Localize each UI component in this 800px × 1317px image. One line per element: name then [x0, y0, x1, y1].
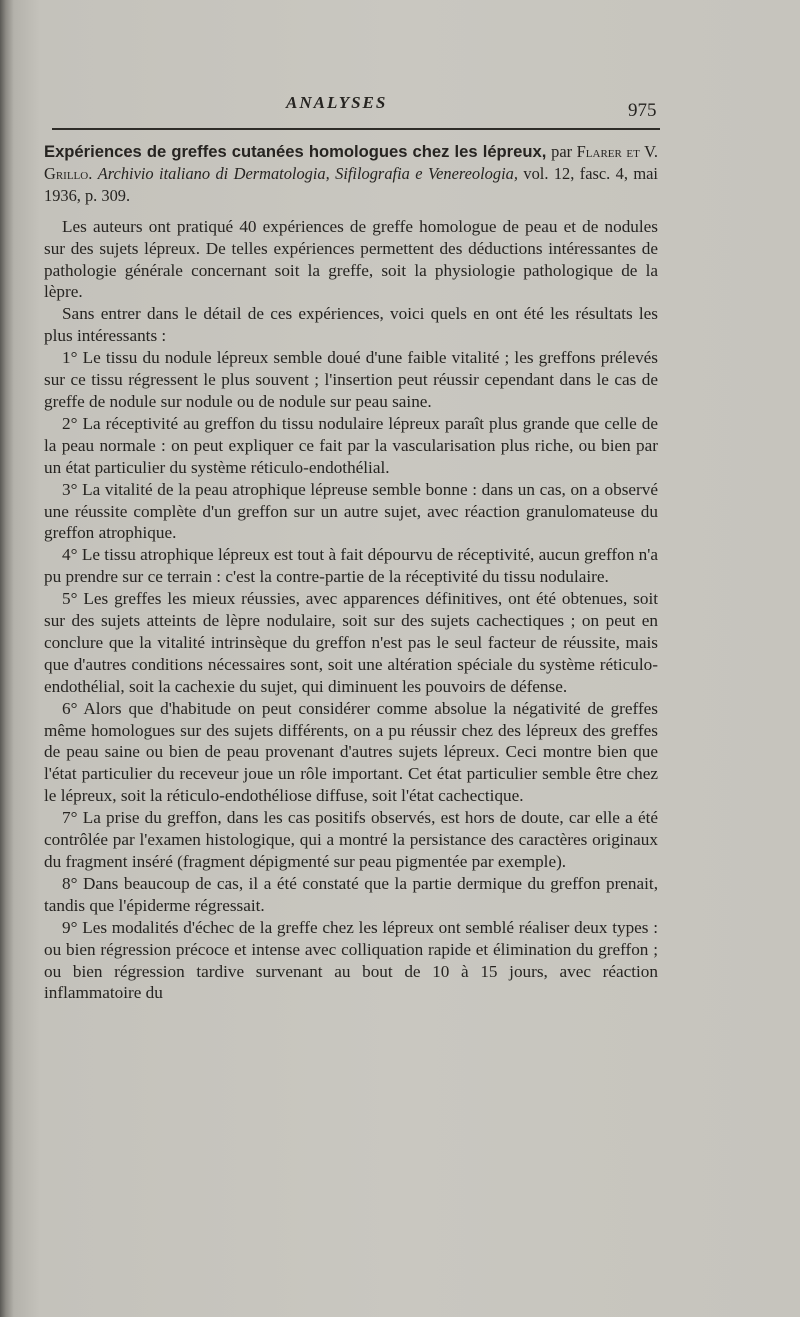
numbered-paragraph	[44, 807, 658, 873]
numbered-paragraph	[44, 588, 658, 698]
paragraph-text: La prise du greffon, dans les cas positifs observés, est hors de doute, car elle a été contrôlée par l'examen histologique, qui a montré la persistance des caractères originaux du fragment inséré (fragment dépigmenté sur peau pigmentée par exemple).	[44, 808, 659, 871]
numbered-paragraph	[44, 917, 658, 1005]
numbered-paragraph	[44, 347, 658, 413]
paragraph-number: 7°	[62, 808, 78, 828]
paragraph-number: 3°	[62, 479, 78, 499]
intro-paragraph: Les auteurs ont pratiqué 40 expériences de greffe homologue de peau et de nodules sur des sujets lépreux. De telles expériences permettent des déductions intéressantes de pathologie générale concernant soit la greffe, soit la physiologie pathologique de la lèpre.	[44, 216, 658, 302]
paragraph-text: Le tissu atrophique lépreux est tout à fait dépourvu de réceptivité, aucun greffon n'a pu prendre sur ce terrain : c'est la contre-partie de la réceptivité du tissu nodulaire.	[44, 545, 659, 587]
byline-by: par	[551, 142, 573, 161]
article-journal: Archivio italiano di Dermatologia, Sifilografia e Venereologia,	[97, 163, 518, 183]
paragraph-text: Alors que d'habitude on peut considérer comme absolue la négativité de greffes même homologues sur des sujets différents, on a pu réussir chez des lépreux des greffes de peau saine ou bien de peau provenant d'autres sujets lépreux. Ceci montre bien que l'état particulier du receveur joue un rôle important. Cet état particulier semble être chez le lépreux, soit la réticulo-endothéliose diffuse, soit l'état cachectique.	[44, 698, 658, 806]
page-number: 975	[628, 100, 657, 121]
paragraph-text: Les modalités d'échec de la greffe chez les lépreux ont semblé réaliser deux types : ou bien régression précoce et intense avec colliquation rapide et élimination du greffon ; ou bien régression tardive survenant au bout de 10 à 15 jours, avec réaction inflammatoire du	[44, 917, 658, 1003]
paragraph-text: Les greffes les mieux réussies, avec apparences définitives, ont été obtenues, soit sur des sujets atteints de lèpre nodulaire, soit sur des sujets cachectiques ; on peut en conclure que la vitalité intrinsèque du greffon n'est pas le seul facteur de réussite, mais que d'autres conditions nécessaires sont, soit une altération spéciale du système réticulo-endothélial, soit la cachexie du sujet, qui diminuent les pouvoirs de défense.	[44, 589, 658, 696]
paragraph-number: 5°	[62, 589, 78, 609]
paragraph-text: La vitalité de la peau atrophique lépreuse semble bonne : dans un cas, on a observé une réussite complète d'un greffon sur un autre sujet, avec réaction granulomateuse du greffon atrophique.	[44, 479, 658, 543]
numbered-paragraph	[44, 873, 658, 917]
numbered-paragraph	[44, 698, 658, 808]
numbered-paragraph	[44, 544, 658, 588]
paragraph-text: Dans beaucoup de cas, il a été constaté que la partie dermique du greffon prenait, tandis que l'épiderme régressait.	[44, 873, 658, 915]
paragraph-number: 2°	[62, 413, 78, 433]
paragraph-text: La réceptivité au greffon du tissu nodulaire lépreux paraît plus grande que celle de la peau normale : on peut expliquer ce fait par la vascularisation plus riche, ou bien par un état particulier du système réticulo-endothélial.	[44, 413, 658, 477]
numbered-paragraph	[44, 479, 658, 545]
paragraph-text: Le tissu du nodule lépreux semble doué d'une faible vitalité ; les greffons prélevés sur ce tissu régressent le plus souvent ; l'insertion peut réussir cependant dans le cas de greffe de nodule sur nodule ou de nodule sur peau saine.	[44, 348, 658, 411]
article-heading	[44, 141, 658, 207]
article-body	[44, 141, 658, 1004]
article-details: vol. 12, fasc. 4, mai 1936, p. 309.	[44, 163, 658, 205]
paragraph-number: 9°	[62, 917, 78, 937]
article-authors: Flarer et V. Grillo.	[44, 142, 658, 183]
paragraph-number: 8°	[62, 873, 78, 893]
paragraph-number: 1°	[62, 348, 78, 368]
paragraph-number: 6°	[62, 698, 78, 718]
intro-paragraph: Sans entrer dans le détail de ces expériences, voici quels en ont été les résultats les plus intéressants :	[44, 304, 658, 346]
running-head: ANALYSES	[286, 93, 388, 112]
paragraph-number: 4°	[62, 545, 78, 565]
article-title: Expériences de greffes cutanées homologues chez les lépreux,	[44, 142, 547, 161]
numbered-paragraph	[44, 413, 658, 479]
header-rule	[52, 128, 660, 130]
